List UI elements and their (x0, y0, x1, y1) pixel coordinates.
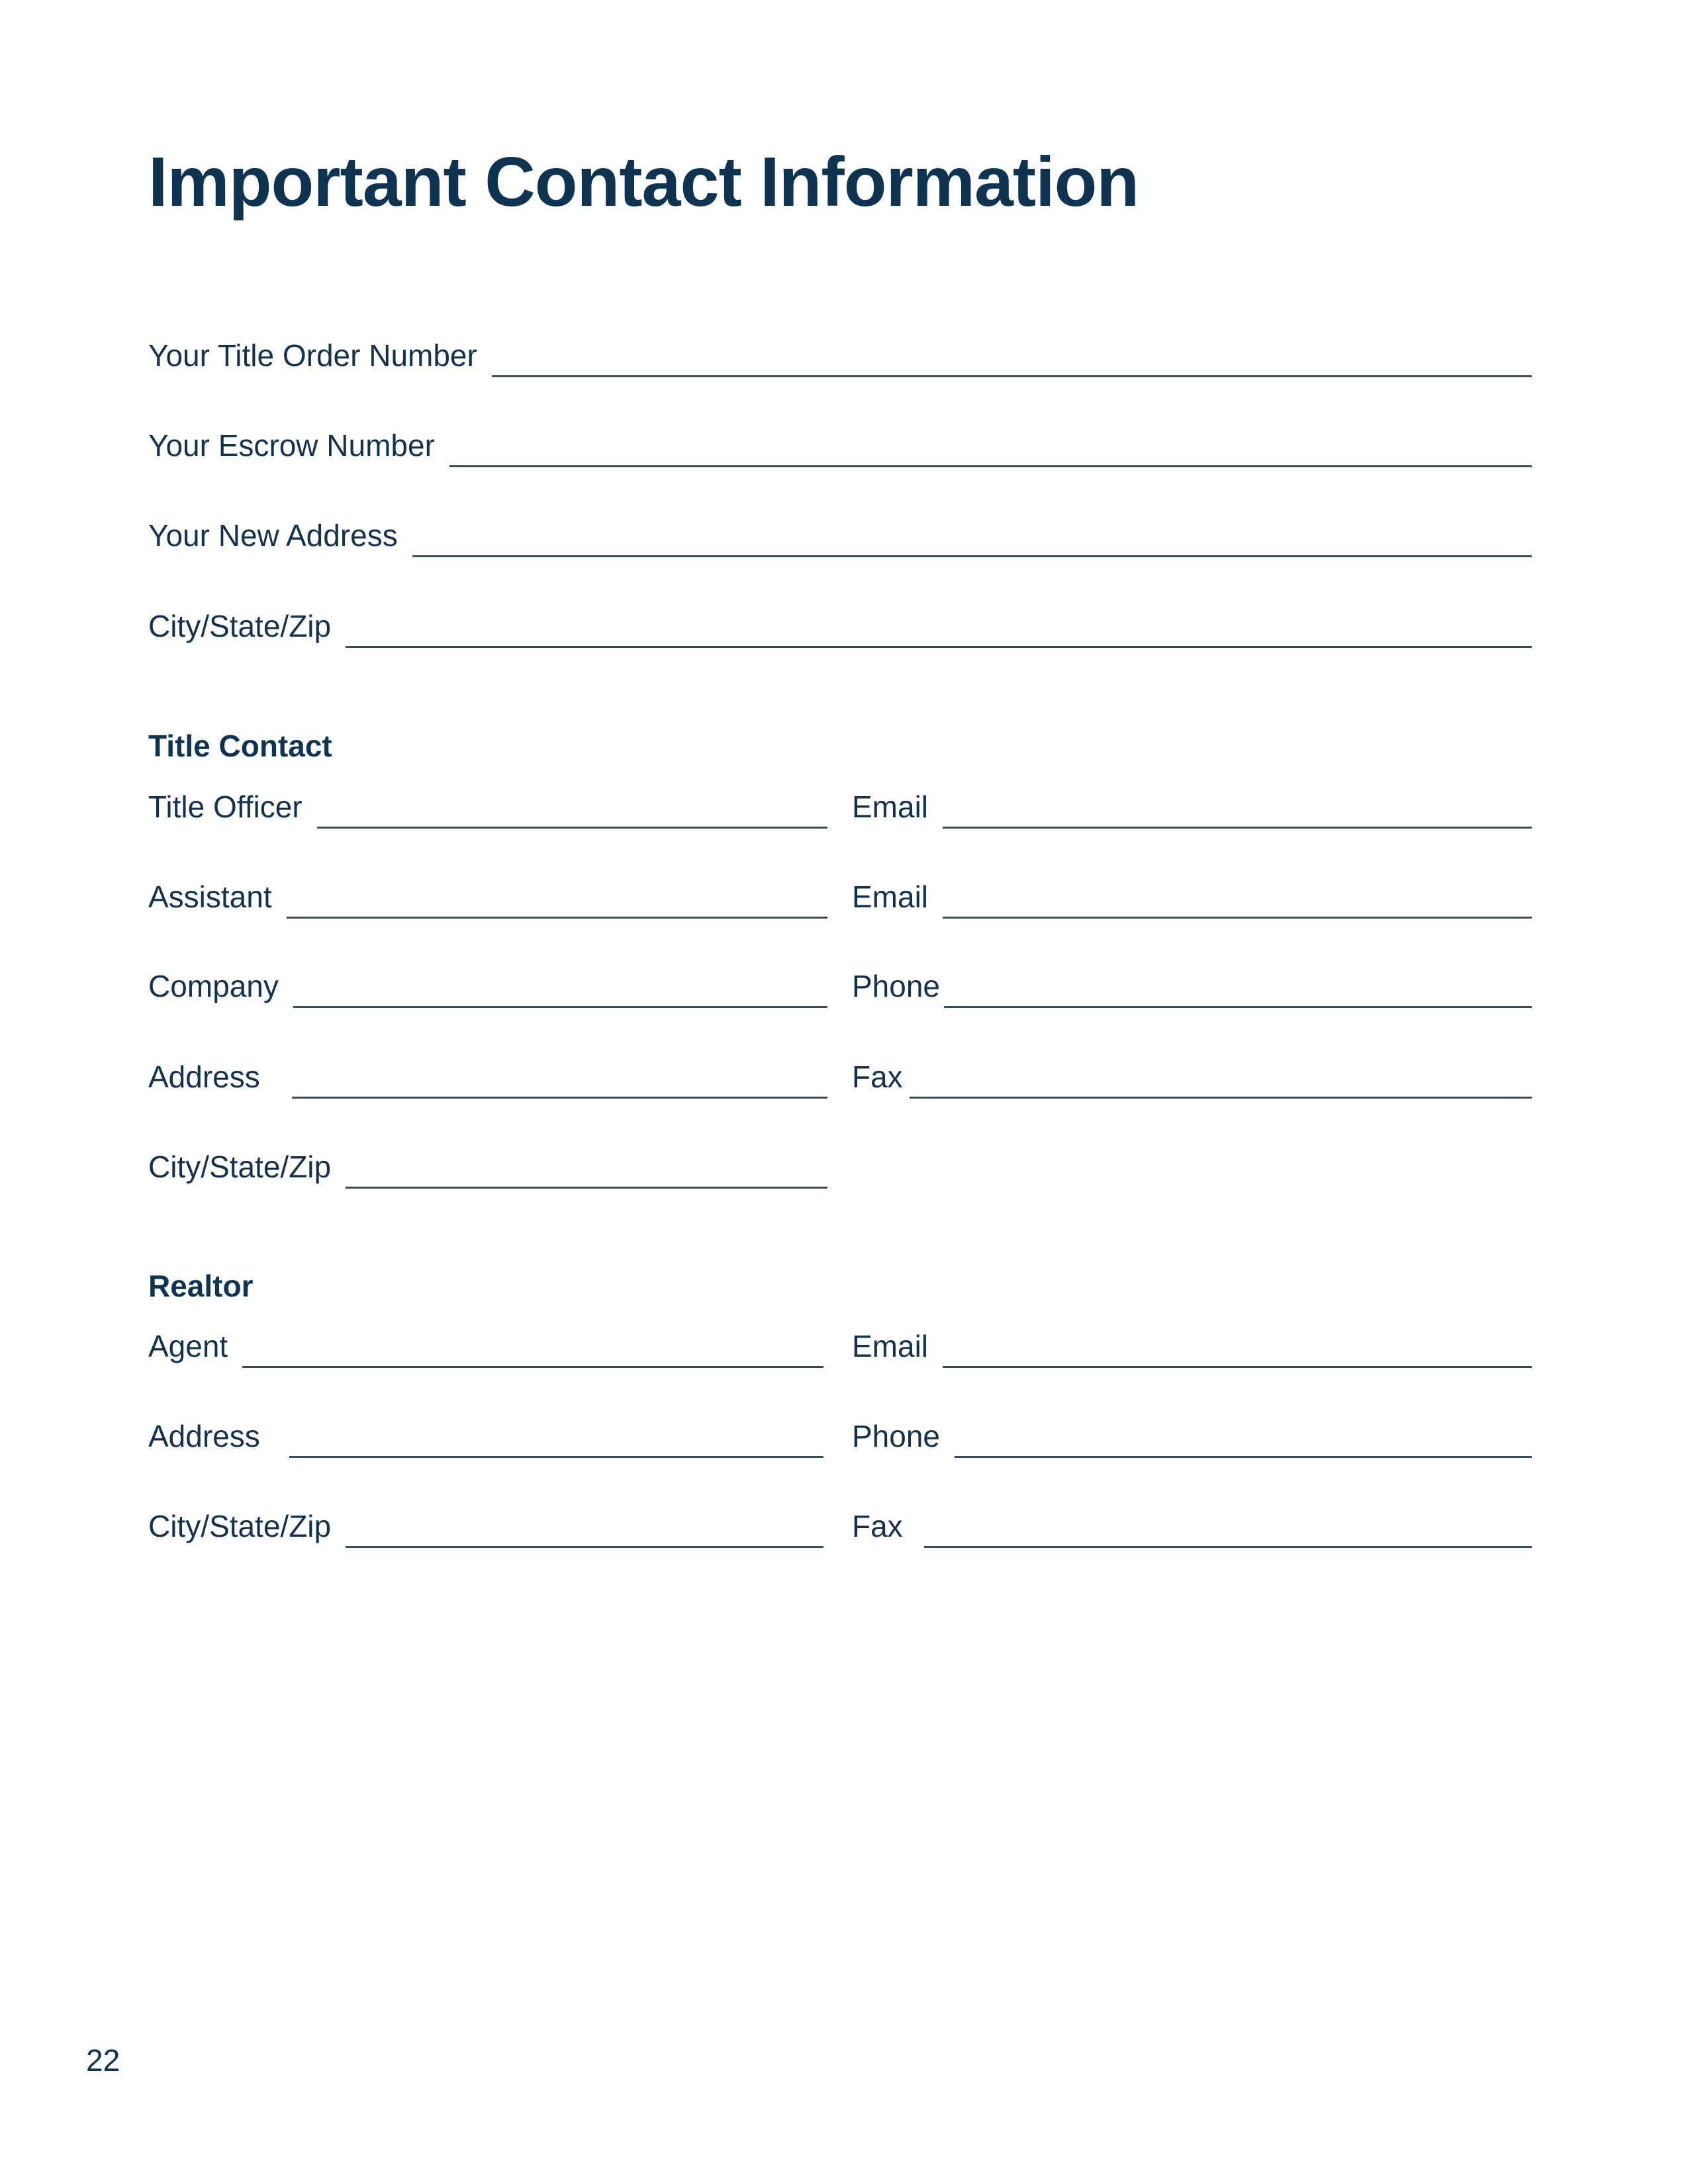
escrow-number-field[interactable] (449, 465, 1532, 467)
title-city-state-zip-row (148, 1149, 827, 1189)
realtor-email-row (852, 1328, 1532, 1368)
title-address-field[interactable] (292, 1097, 827, 1099)
title-contact-heading: Title Contact (148, 729, 332, 763)
title-phone-field[interactable] (944, 1006, 1532, 1008)
assistant-row (148, 879, 827, 919)
assistant-email-field[interactable] (943, 917, 1532, 919)
title-phone-row (852, 968, 1532, 1008)
assistant-field[interactable] (287, 917, 827, 919)
new-city-state-zip-row (148, 608, 1532, 648)
title-officer-row (148, 789, 827, 829)
company-row (148, 968, 827, 1008)
realtor-phone-field[interactable] (955, 1456, 1532, 1458)
realtor-phone-label: Phone (852, 1419, 941, 1453)
agent-row (148, 1328, 823, 1368)
title-order-number-field[interactable] (492, 375, 1532, 377)
company-label: Company (148, 969, 279, 1003)
title-order-number-row (148, 338, 1532, 377)
assistant-email-row (852, 879, 1532, 919)
page-number: 22 (86, 2043, 120, 2077)
page-title: Important Contact Information (148, 143, 1139, 221)
title-phone-label: Phone (852, 969, 941, 1003)
title-city-state-zip-field[interactable] (346, 1187, 827, 1189)
agent-field[interactable] (242, 1366, 823, 1368)
new-address-row (148, 518, 1532, 557)
realtor-city-state-zip-row (148, 1508, 823, 1548)
realtor-email-label: Email (852, 1329, 929, 1363)
escrow-number-row (148, 428, 1532, 467)
realtor-fax-row (852, 1508, 1532, 1548)
title-address-row (148, 1059, 827, 1099)
realtor-fax-field[interactable] (924, 1546, 1532, 1548)
realtor-address-field[interactable] (289, 1456, 823, 1458)
title-order-number-label: Your Title Order Number (148, 338, 477, 373)
title-officer-email-row (852, 789, 1532, 829)
escrow-number-label: Your Escrow Number (148, 428, 435, 463)
agent-label: Agent (148, 1329, 228, 1363)
title-fax-row (852, 1059, 1532, 1099)
assistant-label: Assistant (148, 880, 272, 914)
title-address-label: Address (148, 1060, 260, 1094)
title-city-state-zip-label: City/State/Zip (148, 1150, 332, 1184)
new-city-state-zip-field[interactable] (346, 646, 1532, 648)
realtor-email-field[interactable] (943, 1366, 1532, 1368)
new-address-label: Your New Address (148, 518, 398, 553)
assistant-email-label: Email (852, 880, 929, 914)
realtor-city-state-zip-field[interactable] (346, 1546, 823, 1548)
realtor-fax-label: Fax (852, 1509, 903, 1543)
realtor-heading: Realtor (148, 1269, 254, 1303)
company-field[interactable] (293, 1006, 827, 1008)
new-address-field[interactable] (412, 555, 1532, 557)
realtor-phone-row (852, 1418, 1532, 1458)
realtor-city-state-zip-label: City/State/Zip (148, 1509, 332, 1543)
title-officer-email-field[interactable] (943, 827, 1532, 829)
title-fax-label: Fax (852, 1060, 903, 1094)
realtor-address-label: Address (148, 1419, 260, 1453)
title-officer-label: Title Officer (148, 790, 303, 824)
title-fax-field[interactable] (910, 1097, 1532, 1099)
title-officer-field[interactable] (317, 827, 827, 829)
new-city-state-zip-label: City/State/Zip (148, 609, 332, 643)
title-officer-email-label: Email (852, 790, 929, 824)
realtor-address-row (148, 1418, 823, 1458)
